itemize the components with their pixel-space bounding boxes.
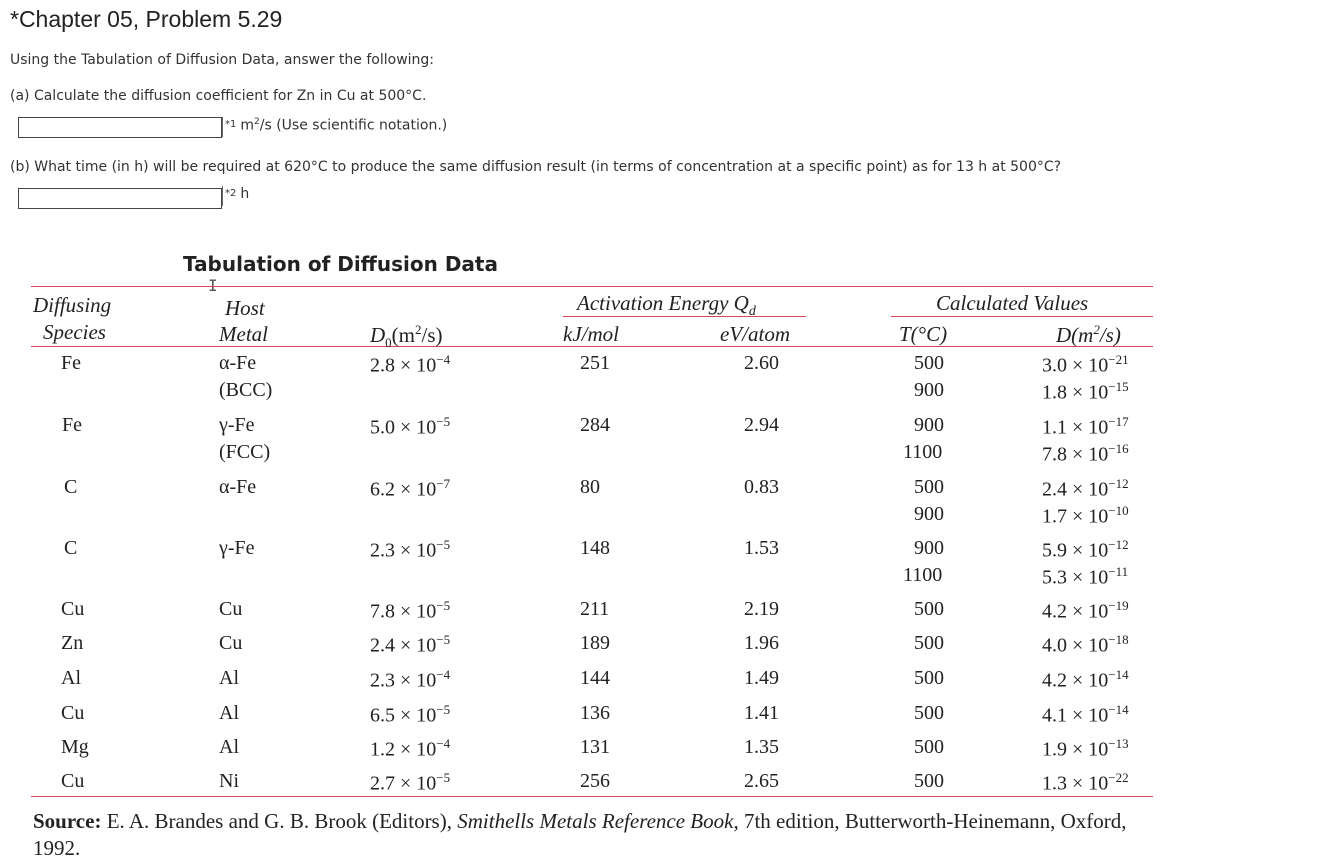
cell-species: Zn [61, 632, 84, 654]
cell-activation-ev: 2.19 [744, 598, 779, 620]
cell-species: C [64, 537, 78, 559]
cell-activation-kj: 136 [580, 702, 610, 724]
part-b-answer-input[interactable] [18, 188, 222, 209]
cell-activation-ev: 1.35 [744, 736, 779, 758]
part-b-question: (b) What time (in h) will be required at 620°C to produce the same diffusion result (in terms of concentration at a specific point) as for 13 h at 500°C? [10, 159, 1062, 175]
calculated-rule [891, 316, 1153, 317]
cell-host: Cu [219, 598, 243, 620]
cell-diffusion-coefficient: $4.1 \times 10^{-14}$ [1042, 702, 1129, 727]
cell-host: γ-Fe [219, 537, 255, 559]
cell-diffusion-coefficient: $1.9 \times 10^{-13}$ [1042, 736, 1129, 761]
cell-temperature: 900 [914, 414, 944, 436]
cell-species: Mg [61, 736, 89, 758]
cell-diffusion-coefficient: $2.4 \times 10^{-12}$ [1042, 476, 1129, 501]
part-b-unit [222, 186, 249, 206]
cell-activation-kj: 189 [580, 632, 610, 654]
unit-exponent: 2 [254, 117, 260, 127]
page-title: *Chapter 05, Problem 5.29 [10, 6, 283, 32]
cell-host: Al [219, 702, 239, 724]
part-a-unit [222, 117, 447, 137]
input-divider [222, 186, 223, 206]
cell-activation-kj: 144 [580, 667, 610, 689]
cell-activation-ev: 0.83 [744, 476, 779, 498]
cell-d0: $2.4 \times 10^{-5}$ [370, 632, 451, 657]
cell-diffusion-coefficient: $5.9 \times 10^{-12}$ [1042, 537, 1129, 562]
cell-diffusion-coefficient: $1.7 \times 10^{-10}$ [1042, 503, 1129, 528]
unit-prefix: m [240, 117, 255, 134]
cell-temperature: 500 [914, 667, 944, 689]
cell-diffusion-coefficient: $5.3 \times 10^{-11}$ [1042, 564, 1129, 589]
unit-suffix: /s (Use scientific notation.) [259, 117, 448, 134]
cell-d0: $1.2 \times 10^{-4}$ [370, 736, 451, 761]
header-temperature: T(°C) [899, 322, 948, 346]
cell-temperature: 900 [914, 503, 944, 525]
cell-temperature: 500 [914, 702, 944, 724]
cell-species: C [64, 476, 78, 498]
cell-host: Al [219, 736, 239, 758]
cell-host-structure: (BCC) [219, 379, 273, 401]
cell-species: Cu [61, 598, 85, 620]
cell-activation-ev: 2.94 [744, 414, 779, 436]
cell-diffusion-coefficient: $1.8 \times 10^{-15}$ [1042, 379, 1129, 404]
cell-species: Al [61, 667, 81, 689]
cell-diffusion-coefficient: $4.2 \times 10^{-14}$ [1042, 667, 1129, 692]
cell-d0: $6.5 \times 10^{-5}$ [370, 702, 451, 727]
table-top-rule [31, 286, 1153, 287]
answer-marker-1: *1 [225, 119, 237, 130]
cell-d0: $7.8 \times 10^{-5}$ [370, 598, 451, 623]
cell-d0: $2.3 \times 10^{-5}$ [370, 537, 451, 562]
cell-temperature: 500 [914, 632, 944, 654]
table-title: Tabulation of Diffusion Data [183, 252, 498, 276]
cell-d0: $5.0 \times 10^{-5}$ [370, 414, 451, 439]
header-ev-atom: eV/atom [720, 322, 790, 346]
cell-activation-kj: 256 [580, 770, 610, 792]
cell-temperature: 500 [914, 736, 944, 758]
header-host: Host [225, 296, 265, 320]
cell-host: α-Fe [219, 476, 257, 498]
input-divider [222, 117, 223, 137]
cell-temperature: 1100 [903, 441, 943, 463]
cell-species: Fe [61, 352, 81, 374]
cell-host: α-Fe [219, 352, 257, 374]
cell-temperature: 1100 [903, 564, 943, 586]
table-bottom-rule [31, 796, 1153, 797]
cell-activation-ev: 1.96 [744, 632, 779, 654]
cell-activation-kj: 131 [580, 736, 610, 758]
cell-diffusion-coefficient: $1.3 \times 10^{-22}$ [1042, 770, 1129, 795]
cell-activation-ev: 1.53 [744, 537, 779, 559]
header-activation-energy: Activation Energy $Q_d$ [577, 291, 756, 320]
header-kj-mol: kJ/mol [563, 322, 619, 346]
header-species: Species [43, 320, 106, 344]
cell-host: Cu [219, 632, 243, 654]
cell-d0: $2.7 \times 10^{-5}$ [370, 770, 451, 795]
cell-species: Cu [61, 702, 85, 724]
cell-temperature: 900 [914, 379, 944, 401]
cell-species: Cu [61, 770, 85, 792]
header-d0: $D_0(m^2/s)$ [370, 322, 443, 351]
answer-marker-2: *2 [225, 188, 237, 199]
cell-diffusion-coefficient: $4.0 \times 10^{-18}$ [1042, 632, 1129, 657]
cell-activation-kj: 148 [580, 537, 610, 559]
cell-activation-ev: 1.41 [744, 702, 779, 724]
cell-host-structure: (FCC) [219, 441, 271, 463]
cell-host: Al [219, 667, 239, 689]
intro-text: Using the Tabulation of Diffusion Data, answer the following: [10, 52, 435, 68]
cell-temperature: 500 [914, 598, 944, 620]
cell-activation-kj: 211 [580, 598, 610, 620]
cell-temperature: 900 [914, 537, 944, 559]
cell-d0: $6.2 \times 10^{-7}$ [370, 476, 451, 501]
cell-species: Fe [62, 414, 82, 436]
cell-temperature: 500 [914, 352, 944, 374]
cell-activation-ev: 2.60 [744, 352, 779, 374]
cell-activation-ev: 1.49 [744, 667, 779, 689]
cell-temperature: 500 [914, 770, 944, 792]
cell-host: Ni [219, 770, 239, 792]
cell-host: γ-Fe [219, 414, 255, 436]
source-citation: Source: E. A. Brandes and G. B. Brook (Editors), Smithells Metals Reference Book, 7th edition, Butterworth-Heinemann, Oxford, 1992. [33, 809, 1127, 860]
header-calculated-values: Calculated Values [936, 291, 1089, 315]
header-diffusing: Diffusing [33, 293, 112, 317]
header-d: $D(m^2/s)$ [1056, 322, 1121, 347]
cell-temperature: 500 [914, 476, 944, 498]
cell-activation-kj: 80 [580, 476, 600, 498]
part-a-answer-input[interactable] [18, 117, 222, 138]
cell-diffusion-coefficient: $3.0 \times 10^{-21}$ [1042, 352, 1129, 377]
unit-hours: h [240, 186, 250, 202]
cell-activation-ev: 2.65 [744, 770, 779, 792]
part-a-question: (a) Calculate the diffusion coefficient for Zn in Cu at 500°C. [10, 88, 427, 104]
cell-diffusion-coefficient: $4.2 \times 10^{-19}$ [1042, 598, 1129, 623]
cell-diffusion-coefficient: $1.1 \times 10^{-17}$ [1042, 414, 1129, 439]
cell-diffusion-coefficient: $7.8 \times 10^{-16}$ [1042, 441, 1129, 466]
cell-d0: $2.8 \times 10^{-4}$ [370, 352, 451, 377]
cell-activation-kj: 284 [580, 414, 610, 436]
header-metal: Metal [219, 322, 268, 346]
cell-activation-kj: 251 [580, 352, 610, 374]
cell-d0: $2.3 \times 10^{-4}$ [370, 667, 451, 692]
